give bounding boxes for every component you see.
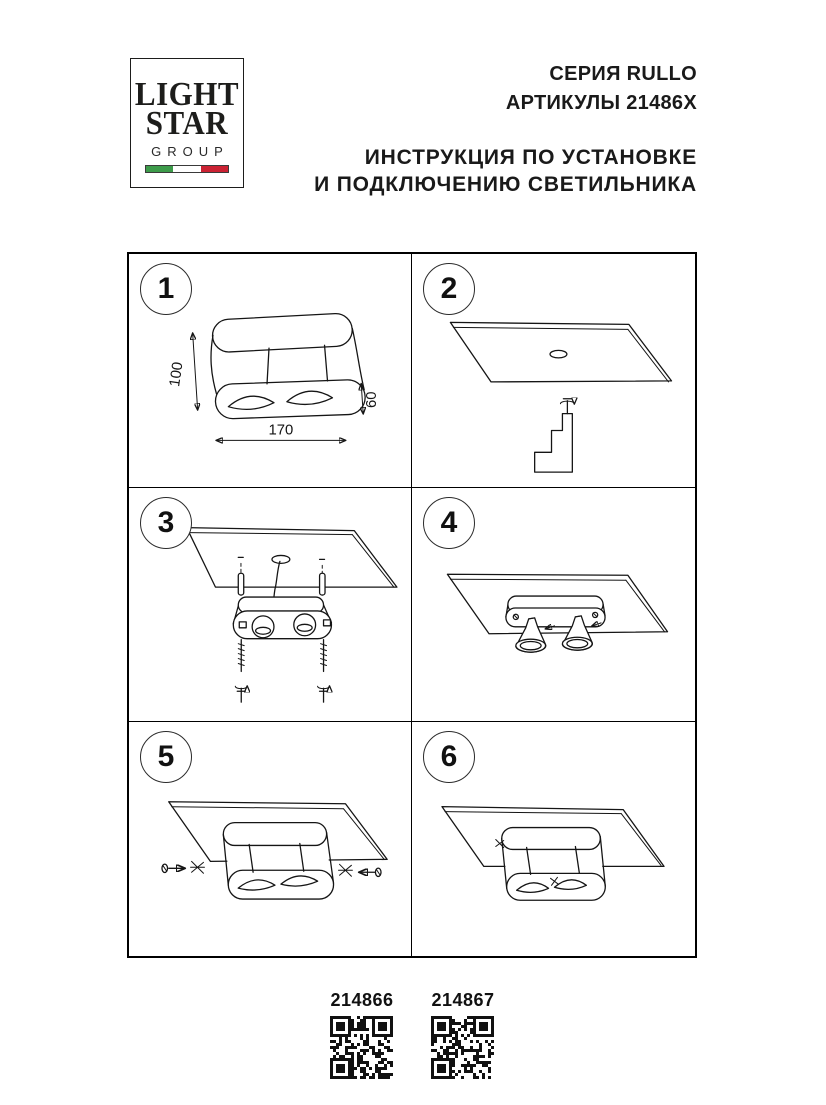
article-code-block-1 bbox=[330, 990, 394, 1079]
step-panel-5 bbox=[129, 722, 412, 956]
dim-height-label: 100 bbox=[167, 361, 187, 388]
flag-green-stripe bbox=[146, 166, 173, 172]
articles-title: АРТИКУЛЫ 21486X bbox=[505, 92, 697, 114]
step-panel-6 bbox=[412, 722, 695, 956]
step-number-badge: 1 bbox=[140, 263, 192, 315]
dim-depth-label: 60 bbox=[364, 391, 381, 409]
dim-width-label: 170 bbox=[268, 422, 294, 439]
step-panel-3 bbox=[129, 488, 412, 722]
qr-code bbox=[330, 1016, 393, 1079]
steps-grid bbox=[127, 252, 697, 958]
logo-word-star: STAR bbox=[145, 103, 229, 142]
instruction-title-line2: И ПОДКЛЮЧЕНИЮ СВЕТИЛЬНИКА bbox=[314, 173, 697, 196]
step-number-badge: 3 bbox=[140, 497, 192, 549]
flag-red-stripe bbox=[201, 166, 228, 172]
step-number-badge: 6 bbox=[423, 731, 475, 783]
qr-code bbox=[431, 1016, 494, 1079]
italian-flag-bar bbox=[145, 165, 229, 173]
step-panel-2 bbox=[412, 254, 695, 488]
step-number-badge: 2 bbox=[423, 263, 475, 315]
step-panel-1 bbox=[129, 254, 412, 488]
logo-word-group: GROUP bbox=[151, 144, 229, 159]
lightstar-logo bbox=[130, 58, 244, 188]
instruction-title-line1: ИНСТРУКЦИЯ ПО УСТАНОВКЕ bbox=[364, 146, 697, 169]
step-number-badge: 5 bbox=[140, 731, 192, 783]
flag-white-stripe bbox=[173, 166, 200, 172]
logo-word-light: LIGHT bbox=[134, 74, 240, 113]
article-number: 214866 bbox=[330, 990, 394, 1010]
article-code-block-2 bbox=[431, 990, 495, 1079]
series-title: СЕРИЯ RULLO bbox=[549, 63, 697, 85]
step-panel-4 bbox=[412, 488, 695, 722]
article-number: 214867 bbox=[431, 990, 495, 1010]
header-block bbox=[314, 60, 697, 198]
step-number-badge: 4 bbox=[423, 497, 475, 549]
